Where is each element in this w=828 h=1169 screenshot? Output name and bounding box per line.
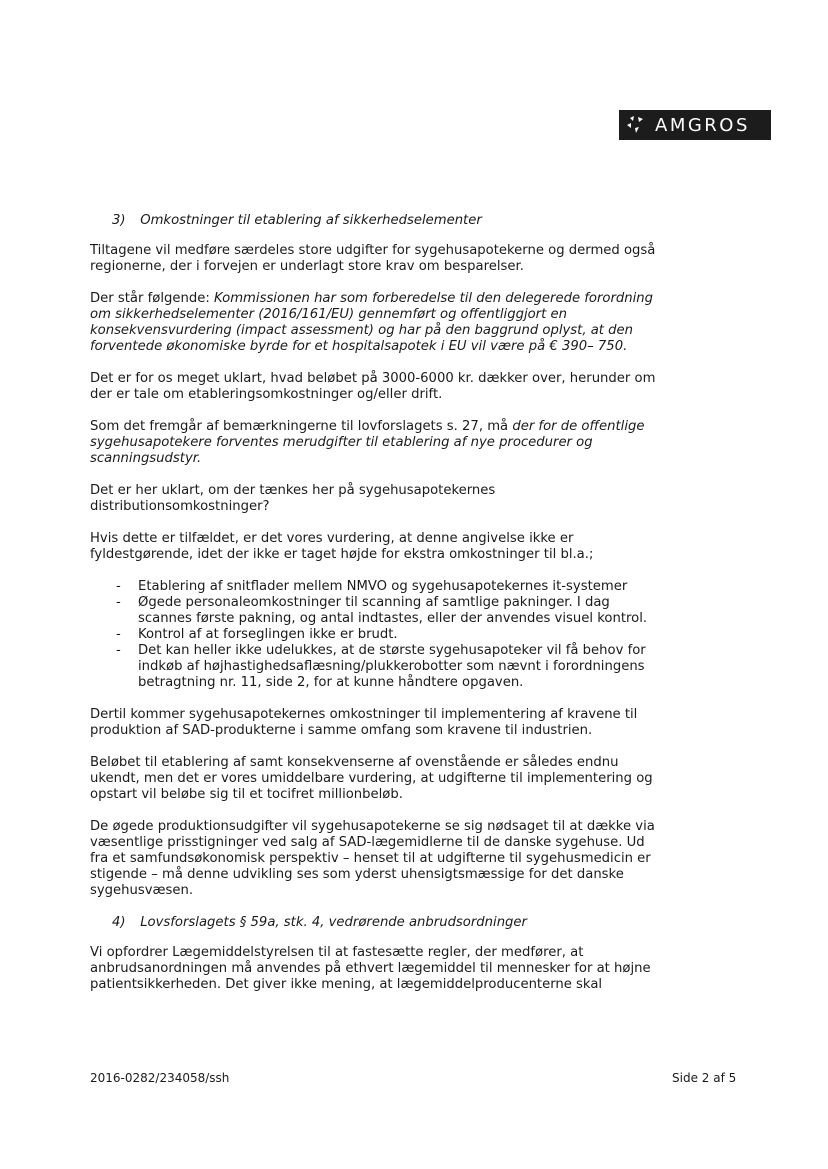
logo-text: AMGROS [655, 114, 750, 136]
section-3-paragraph-8: Beløbet til etablering af samt konsekvenserne af ovenstående er således endnu ukendt, men det er vores umiddelbare vurdering, at udgifterne til implementering og opstart vil beløbe sig til et tocifret millionbeløb. [90, 755, 653, 802]
section-3-paragraph-3: Det er for os meget uklart, hvad beløbet på 3000-6000 kr. dækker over, herunder om der er tale om etableringsomkostninger og/eller drift. [90, 371, 656, 402]
paragraph-4-quote: der for de offentlige sygehusapotekere forventes merudgifter til etablering af nye procedurer og scanningsudstyr. [90, 419, 645, 466]
bullet-item: - Øgede personaleomkostninger til scanning af samtlige pakninger. I dag scannes første pakning, og antal indtastes, eller der anvendes visuel kontrol. [90, 595, 660, 627]
section-3-paragraph-5: Det er her uklart, om der tænkes her på sygehusapotekernes distributionsomkostninger? [90, 483, 496, 514]
section-3-title: Omkostninger til etablering af sikkerhedselementer [140, 213, 482, 228]
bullet-item: - Kontrol af at forseglingen ikke er brudt. [90, 627, 660, 643]
amgros-logo [619, 110, 771, 140]
section-3-number: 3) [112, 213, 126, 228]
section-3-paragraph-9: De øgede produktionsudgifter vil sygehusapotekerne se sig nødsaget til at dække via væsentlige prisstigninger ved salg af SAD-lægemidlerne til de danske sygehuse. Ud fra et samfundsøkonomisk perspektiv – henset til at udgifterne til sygehusmedicin er stigende – må denne udvikling ses som yderst uhensigtsmæssige for det danske sygehusvæsen. [90, 819, 655, 898]
section-3-paragraph-2 [90, 291, 660, 355]
bullet-item: - Etablering af snitflader mellem NMVO og sygehusapotekernes it-systemer [90, 579, 660, 595]
letter-body [90, 213, 660, 1009]
section-3-paragraph-1: Tiltagene vil medføre særdeles store udgifter for sygehusapotekerne og dermed også regionerne, der i forvejen er underlagt store krav om besparelser. [90, 243, 656, 274]
section-4-number: 4) [112, 915, 126, 930]
cost-bullet-list [90, 579, 660, 691]
section-3-paragraph-7: Dertil kommer sygehusapotekernes omkostninger til implementering af kravene til produktion af SAD-produkterne i samme omfang som kravene til industrien. [90, 707, 638, 738]
section-3-paragraph-6: Hvis dette er tilfældet, er det vores vurdering, at denne angivelse ikke er fyldestgørende, idet der ikke er taget højde for ekstra omkostninger til bl.a.; [90, 531, 594, 562]
section-4-title: Lovsforslagets § 59a, stk. 4, vedrørende anbrudsordninger [140, 915, 527, 930]
section-4-paragraph-1: Vi opfordrer Lægemiddelstyrelsen til at fastesætte regler, der medfører, at anbrudsanordningen må anvendes på ethvert lægemiddel til mennesker for at højne patientsikkerheden. Det giver ikke mening, at lægemiddelproducenterne skal [90, 945, 651, 992]
bullet-item: - Det kan heller ikke udelukkes, at de største sygehusapoteker vil få behov for indkøb af højhastighedsaflæsning/plukkerobotter som nævnt i forordningens betragtning nr. 11, side 2, for at kunne håndtere opgaven. [90, 643, 660, 691]
page-number: Side 2 af 5 [672, 1071, 737, 1085]
document-reference: 2016-0282/234058/ssh [90, 1071, 230, 1085]
section-3-heading [112, 213, 660, 229]
paragraph-2-lead: Der står følgende: [90, 291, 214, 306]
section-4-heading [112, 915, 660, 931]
paragraph-4-lead: Som det fremgår af bemærkningerne til lovforslagets s. 27, må [90, 419, 513, 434]
section-3-paragraph-4 [90, 419, 660, 467]
amgros-logo-icon [624, 114, 646, 136]
paragraph-2-quote: Kommissionen har som forberedelse til den delegerede forordning om sikkerhedselementer (2016/161/EU) gennemført og offentliggjort en konsekvensvurdering (impact assessment) og har på den baggrund oplyst, at den forventede økonomiske byrde for et hospitalsapotek i EU vil være på € 390– 750. [90, 291, 653, 354]
